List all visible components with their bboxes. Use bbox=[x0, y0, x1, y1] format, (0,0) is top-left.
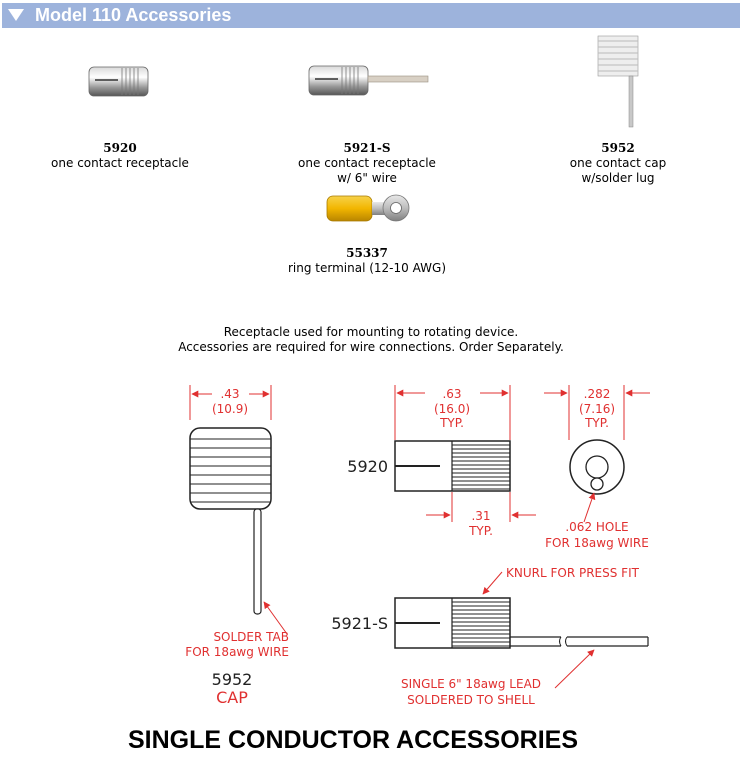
lead-note-2: SOLDERED TO SHELL bbox=[407, 693, 535, 707]
cap-caption: CAP bbox=[216, 688, 248, 707]
part-number: 5921-S bbox=[343, 141, 391, 155]
receptacle-length-dim: .63 bbox=[442, 387, 462, 401]
end-diameter-typ: TYP. bbox=[585, 416, 609, 430]
lead-note: SINGLE 6" 18awg LEAD bbox=[400, 677, 542, 691]
part-description-2: w/solder lug bbox=[581, 171, 655, 185]
knurl-note: KNURL FOR PRESS FIT bbox=[506, 566, 639, 580]
receptacle-5920-drawing bbox=[347, 385, 536, 538]
cap-drawing bbox=[185, 385, 289, 707]
part-number: 55337 bbox=[346, 246, 388, 260]
cap-width-dim: .43 bbox=[220, 387, 240, 401]
receptacle-5921s-drawing bbox=[331, 566, 648, 707]
part-description: ring terminal (12-10 AWG) bbox=[287, 261, 446, 275]
receptacle-5920-label: 5920 bbox=[347, 457, 388, 476]
part-description: one contact receptacle bbox=[298, 156, 436, 170]
drawing-footer-title: SINGLE CONDUCTOR ACCESSORIES bbox=[127, 726, 579, 754]
part-description-2: w/ 6" wire bbox=[337, 171, 397, 185]
knurl-length-dim: .31 bbox=[471, 509, 491, 523]
knurl-length-typ: TYP. bbox=[469, 524, 493, 538]
hole-note: .062 HOLE bbox=[565, 520, 629, 534]
hole-note-2: FOR 18awg WIRE bbox=[545, 536, 649, 550]
mounting-note: Receptacle used for mounting to rotating device. bbox=[223, 325, 519, 339]
solder-tab-note: SOLDER TAB bbox=[213, 630, 289, 644]
cap-part-label: 5952 bbox=[211, 670, 253, 689]
part-description: one contact receptacle bbox=[51, 156, 189, 170]
receptacle-length-mm: (16.0) bbox=[433, 402, 471, 416]
order-note: Accessories are required for wire connections. Order Separately. bbox=[178, 340, 564, 354]
solder-tab-note-2: FOR 18awg WIRE bbox=[185, 645, 289, 659]
cap-width-mm: (10.9) bbox=[211, 402, 249, 416]
part-number: 5952 bbox=[601, 141, 635, 155]
part-description: one contact cap bbox=[569, 156, 667, 170]
end-diameter-mm: (7.16) bbox=[578, 402, 616, 416]
receptacle-5921s-label: 5921-S bbox=[331, 614, 388, 633]
part-number: 5920 bbox=[103, 141, 137, 155]
end-diameter-dim: .282 bbox=[583, 387, 611, 401]
section-title: Model 110 Accessories bbox=[35, 5, 232, 25]
end-view-drawing bbox=[544, 385, 650, 550]
receptacle-length-typ: TYP. bbox=[440, 416, 464, 430]
